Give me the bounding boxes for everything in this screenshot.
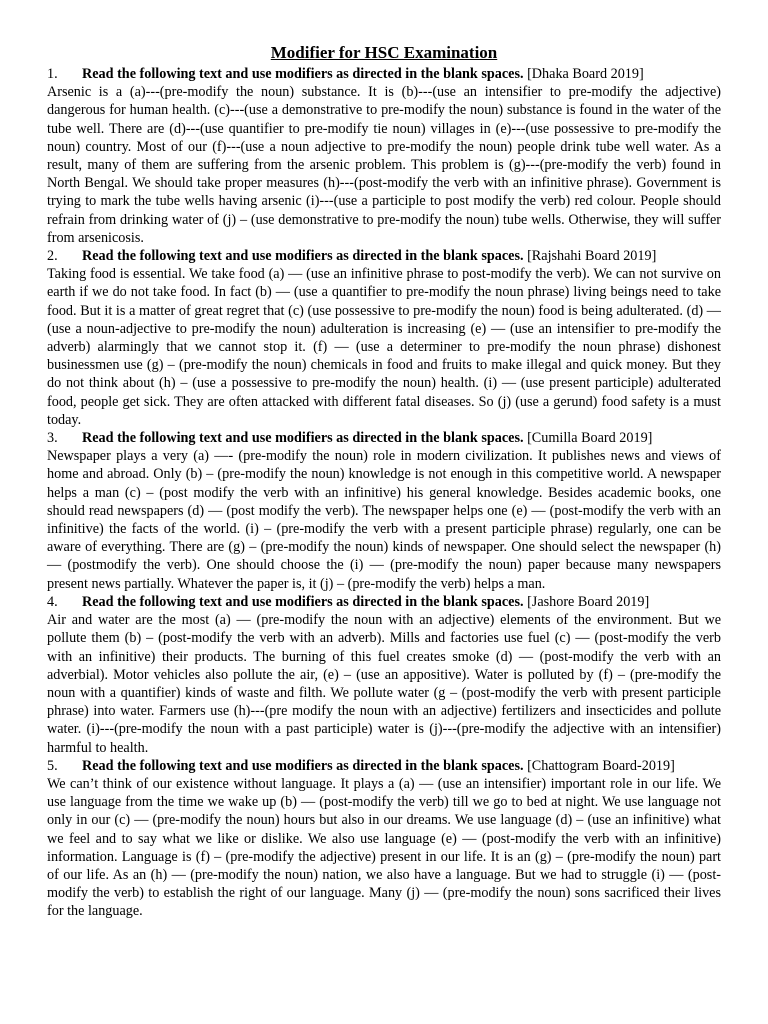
page-title: Modifier for HSC Examination [270,43,498,62]
question-instruction: Read the following text and use modifiers as directed in the blank spaces. [82,593,524,610]
question-number: 3. [47,430,58,447]
question-text: Air and water are the most (a) — (pre-modify the noun with an adjective) elements of the environment. But we pollute them (b) – (post-modify the verb with an adverb). Mills and factories use fuel (c) — (post-modify the verb with an infinitive) their products. The burning of this fuel creates smoke (d) — (post-modify the verb with an adverbial). Motor vehicles also pollute the air, (e) – (use an appositive). Water is polluted by (f) – (pre-modify the noun with a quantifier) kinds of waste and filth. We pollute water (g – (post-modify the verb with present participle phrase) into water. Farmers use (h)---(pre modify the noun with an adjective) fertilizers and insecticides and pollute water. (i)---(pre-modify the noun with a past participle) water is (j)---(pre-modify the adjective with an intensifier) harmful to health. [47,612,721,756]
question-instruction: Read the following text and use modifiers as directed in the blank spaces. [82,757,524,774]
question-number: 4. [47,593,58,610]
question-heading [47,593,721,611]
question-text: Arsenic is a (a)---(pre-modify the noun) substance. It is (b)---(use an intensifier to pre-modify the adjective) dangerous for human health. (c)---(use a demonstrative to pre-modify the noun) substance is found in the water of the tube well. There are (d)---(use quantifier to pre-modify tie noun) villages in (e)---(use possessive to pre-modify the noun) country. Most of our (f)---(use a noun adjective to pre-modify the noun) people drink tube well water. As a result, many of them are suffering from the arsenic problem. This problem is (g)---(pre-modify the verb) found in North Bengal. We should take proper measures (h)---(post-modify the verb with an infinitive phrase). Government is trying to mark the tube wells having arsenic (i)---(use a participle to post modify the verb) red colour. People should refrain from drinking water of (j) – (use demonstrative to pre-modify the noun) tube wells. Otherwise, they will suffer from arsenicosis. [47,84,721,246]
question-text: Taking food is essential. We take food (a) — (use an infinitive phrase to post-modify the verb). We can not survive on earth if we do not take food. In fact (b) — (use a quantifier to pre-modify the noun phrase) living beings need to take food. But it is a matter of great regret that (c) (use possessive to pre-modify the noun) food is being adulterated. (d) — (use a noun-adjective to pre-modify the noun) adulteration is increasing (e) — (use an intensifier to pre-modify the adverb) alarmingly that we cannot stop it. (f) — (use a determiner to pre-modify the noun phrase) dishonest businessmen use (g) – (pre-modify the noun) chemicals in food and fruits to make illegal and quick money. But they do not think about (h) – (use a possessive to pre-modify the noun) health. (i) — (use present participle) adulterated food, people get sick. They are often attacked with different fatal diseases. So (j) (use a gerund) food safety is a must today. [47,266,721,428]
question-text: We can’t think of our existence without language. It plays a (a) — (use an intensifier) important role in our life. We use language from the time we wake up (b) — (post-modify the verb) till we go to bed at night. We use language not only in our (c) — (pre-modify the noun) hours but also in our dreams. We use language (d) – (use an infinitive) what we feel and to say what we like or dislike. We also use language (e) — (post-modify the verb with an infinitive) information. Language is (f) – (pre-modify the adjective) present in our life. It is an (g) – (pre-modify the noun) part of our life. As an (h) — (pre-modify the noun) nation, we also have a language. But we had to struggle (i) — (post-modify the verb) to establish the right of our language. Many (j) — (pre-modify the noun) sons sacrificed their lives for the language. [47,775,721,920]
question-number: 2. [47,248,58,265]
question-2 [47,247,721,429]
question-number: 5. [47,757,58,774]
question-heading [47,247,721,265]
question-instruction: Read the following text and use modifiers as directed in the blank spaces. [82,430,524,447]
question-source: [Chattogram Board-2019] [527,757,675,774]
question-number: 1. [47,66,58,82]
question-text: Newspaper plays a very (a) —- (pre-modify the noun) role in modern civilization. It publishes news and views of home and abroad. Only (b) – (pre-modify the noun) knowledge is not enough in this competitive world. A newspaper helps a man (c) – (post modify the verb with an infinitive) his general knowledge. Besides academic books, one should read newspapers (d) — (post modify the verb). The newspaper helps one (e) — (post-modify the verb with an infinitive) the facts of the world. (i) – (pre-modify the verb with a present participle phrase) regularly, one can be aware of everything. There are (g) – (pre-modify the noun) kinds of newspaper. One should select the newspaper (h) — (postmodify the verb). One should choose the (i) — (pre-modify the noun) paper because many newspapers present news partially. Whatever the paper is, it (j) – (pre-modify the verb) helps a man. [47,448,721,592]
question-3 [47,429,721,593]
question-source: [Dhaka Board 2019] [527,66,644,82]
question-instruction: Read the following text and use modifiers as directed in the blank spaces. [82,248,524,265]
question-1 [47,65,721,247]
question-source: [Cumilla Board 2019] [527,430,653,447]
question-5 [47,757,721,921]
question-heading [47,757,721,775]
question-source: [Rajshahi Board 2019] [527,248,657,265]
question-4 [47,593,721,757]
question-source: [Jashore Board 2019] [527,593,650,610]
question-heading [47,429,721,447]
question-heading [47,65,721,83]
question-instruction: Read the following text and use modifiers as directed in the blank spaces. [82,66,524,82]
